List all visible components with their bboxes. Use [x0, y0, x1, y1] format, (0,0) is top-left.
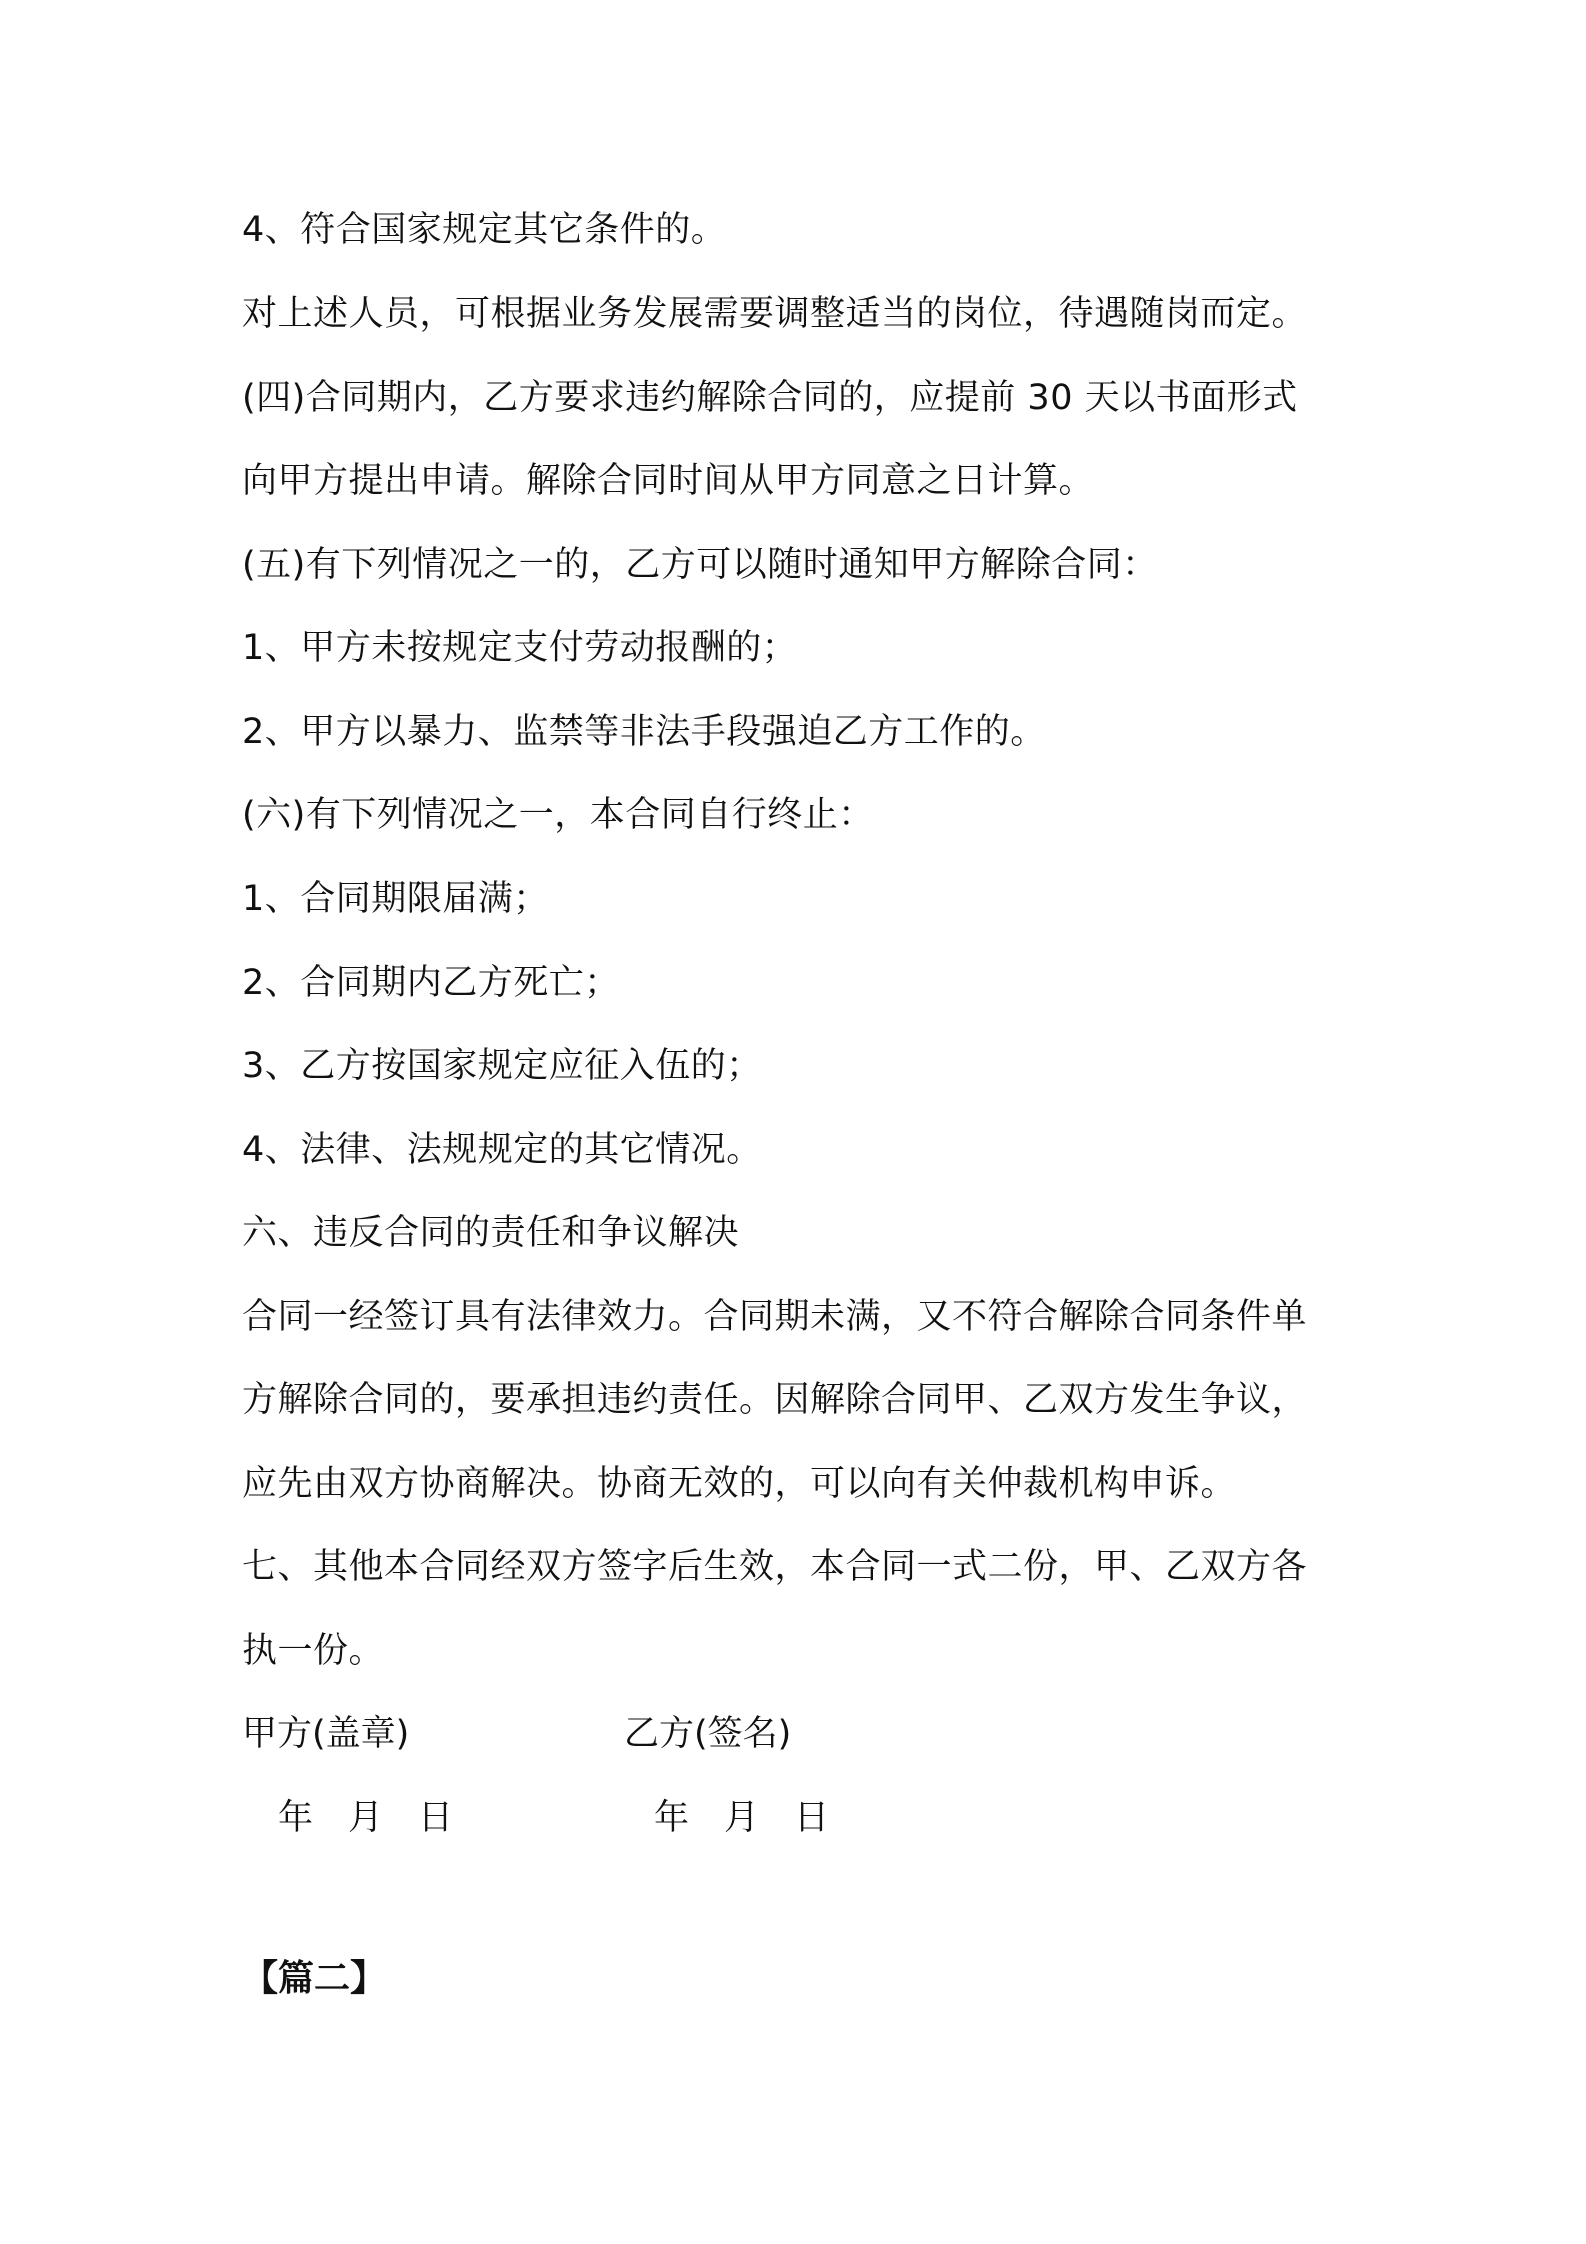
- text-line: 方解除合同的，要承担违约责任。因解除合同甲、乙双方发生争议，: [242, 1380, 1308, 1420]
- text-line: 执一份。: [242, 1631, 385, 1671]
- text-line: 对上述人员，可根据业务发展需要调整适当的岗位，待遇随岗而定。: [242, 294, 1308, 334]
- text-line: 4、法律、法规规定的其它情况。: [242, 1130, 762, 1170]
- text-line: 1、合同期限届满；: [242, 879, 549, 919]
- section-heading: 七、其他本合同经双方签字后生效，本合同一式二份，甲、乙双方各: [242, 1547, 1308, 1587]
- text-line: 向甲方提出申请。解除合同时间从甲方同意之日计算。: [242, 461, 1095, 501]
- text-line: 应先由双方协商解决。协商无效的，可以向有关仲裁机构申诉。: [242, 1464, 1237, 1504]
- text-line: (五)有下列情况之一的，乙方可以随时通知甲方解除合同：: [242, 545, 1158, 585]
- text-line: 1、甲方未按规定支付劳动报酬的；: [242, 628, 798, 668]
- text-line: (四)合同期内，乙方要求违约解除合同的，应提前 30 天以书面形式: [242, 378, 1298, 418]
- text-line: 合同一经签订具有法律效力。合同期未满，又不符合解除合同条件单: [242, 1297, 1308, 1337]
- party-b-label: 乙方(签名): [624, 1714, 792, 1754]
- party-a-label: 甲方(盖章): [242, 1714, 410, 1754]
- section-heading: 六、违反合同的责任和争议解决: [242, 1213, 740, 1253]
- party-b-date: 年 月 日: [654, 1798, 830, 1838]
- text-line: 4、符合国家规定其它条件的。: [242, 210, 727, 250]
- text-line: 2、合同期内乙方死亡；: [242, 963, 620, 1003]
- text-line: 3、乙方按国家规定应征入伍的；: [242, 1046, 762, 1086]
- text-line: (六)有下列情况之一，本合同自行终止：: [242, 795, 874, 835]
- section-tag: 【篇二】: [242, 1958, 387, 1999]
- party-a-date: 年 月 日: [278, 1798, 454, 1838]
- text-line: 2、甲方以暴力、监禁等非法手段强迫乙方工作的。: [242, 712, 1046, 752]
